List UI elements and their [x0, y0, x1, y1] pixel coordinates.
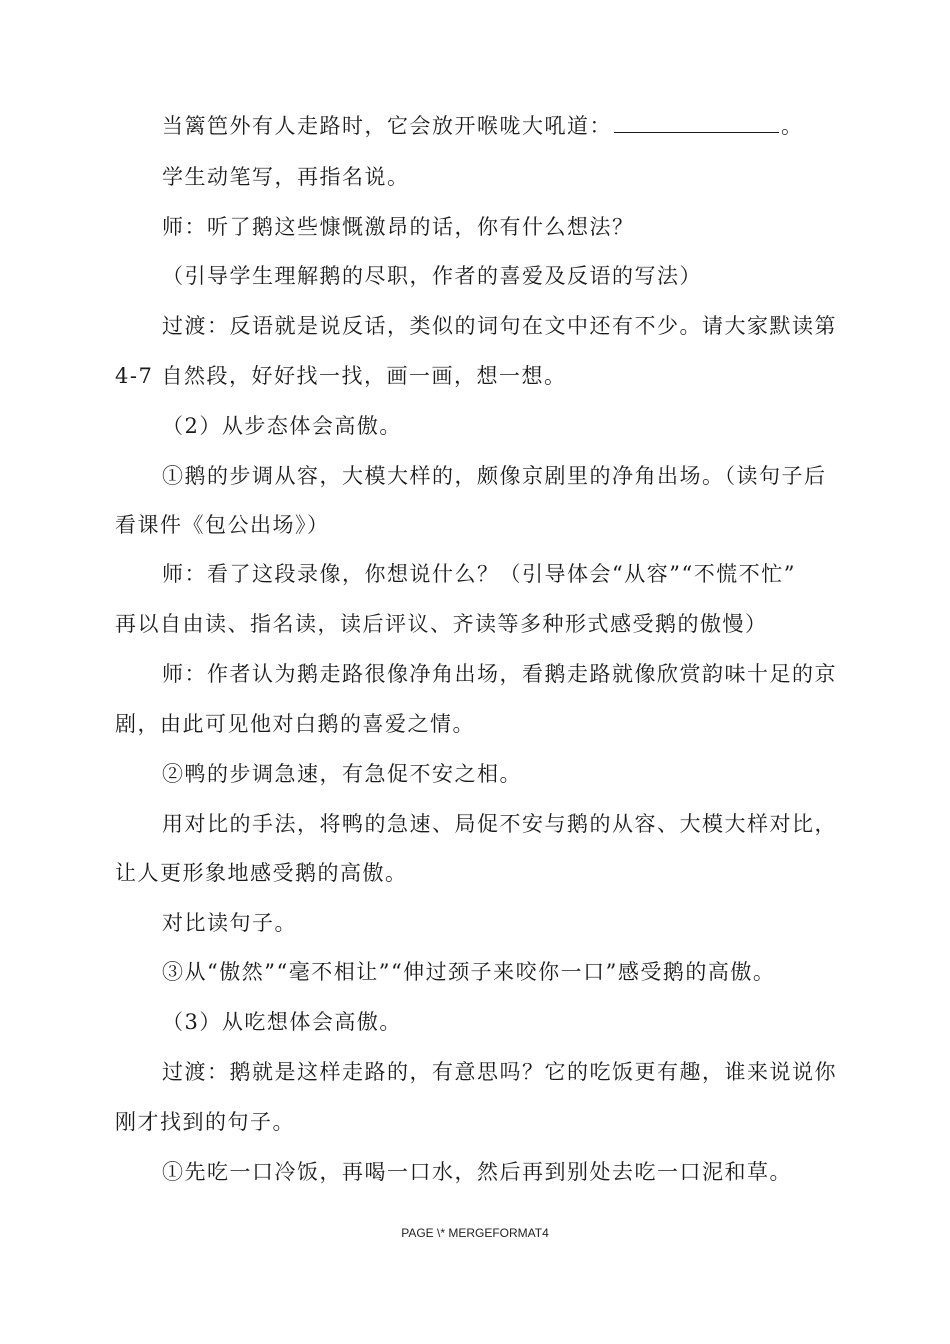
paragraph-line	[162, 112, 804, 140]
paragraph-line: 用对比的手法，将鸭的急速、局促不安与鹅的从容、大模大样对比，	[162, 812, 837, 836]
paragraph-line: 对比读句子。	[162, 911, 297, 935]
paragraph-line: ③从“傲然”“毫不相让”“伸过颈子来咬你一口”感受鹅的高傲。	[162, 960, 776, 984]
paragraph-line: 学生动笔写，再指名说。	[162, 165, 410, 189]
paragraph-line: 师：听了鹅这些慷慨激昂的话，你有什么想法？	[162, 215, 635, 239]
fill-in-blank	[614, 112, 779, 133]
paragraph-line: 再以自由读、指名读，读后评议、齐读等多种形式感受鹅的傲慢）	[115, 612, 768, 636]
paragraph-line: 过渡：反语就是说反话，类似的词句在文中还有不少。请大家默读第	[162, 314, 837, 338]
paragraph-line: 剧，由此可见他对白鹅的喜爱之情。	[115, 712, 475, 736]
paragraph-line: 看课件《包公出场》）	[115, 513, 330, 537]
paragraph-line: 师：看了这段录像，你想说什么？（引导体会“从容”“不慌不忙”	[162, 562, 796, 586]
paragraph-line: 刚才找到的句子。	[115, 1110, 295, 1134]
section-heading: （3）从吃想体会高傲。	[162, 1010, 402, 1034]
paragraph-line: 让人更形象地感受鹅的高傲。	[115, 861, 408, 885]
paragraph-line: 过渡：鹅就是这样走路的，有意思吗？它的吃饭更有趣，谁来说说你	[162, 1060, 837, 1084]
page-footer: PAGE \* MERGEFORMAT4	[401, 1226, 549, 1240]
line-text: 当篱笆外有人走路时，它会放开喉咙大吼道：	[162, 114, 612, 138]
paragraph-line: 师：作者认为鹅走路很像净角出场，看鹅走路就像欣赏韵味十足的京	[162, 662, 837, 686]
paragraph-line: 4-7 自然段，好好找一找，画一画，想一想。	[115, 364, 567, 388]
paragraph-line: ②鸭的步调急速，有急促不安之相。	[162, 762, 522, 786]
line-text: 。	[781, 114, 804, 138]
paragraph-line: ①鹅的步调从容，大模大样的，颇像京剧里的净角出场。（读句子后	[162, 464, 827, 488]
section-heading: （2）从步态体会高傲。	[162, 414, 402, 438]
paragraph-line: （引导学生理解鹅的尽职，作者的喜爱及反语的写法）	[162, 264, 702, 288]
paragraph-line: ①先吃一口冷饭，再喝一口水，然后再到别处去吃一口泥和草。	[162, 1160, 792, 1184]
